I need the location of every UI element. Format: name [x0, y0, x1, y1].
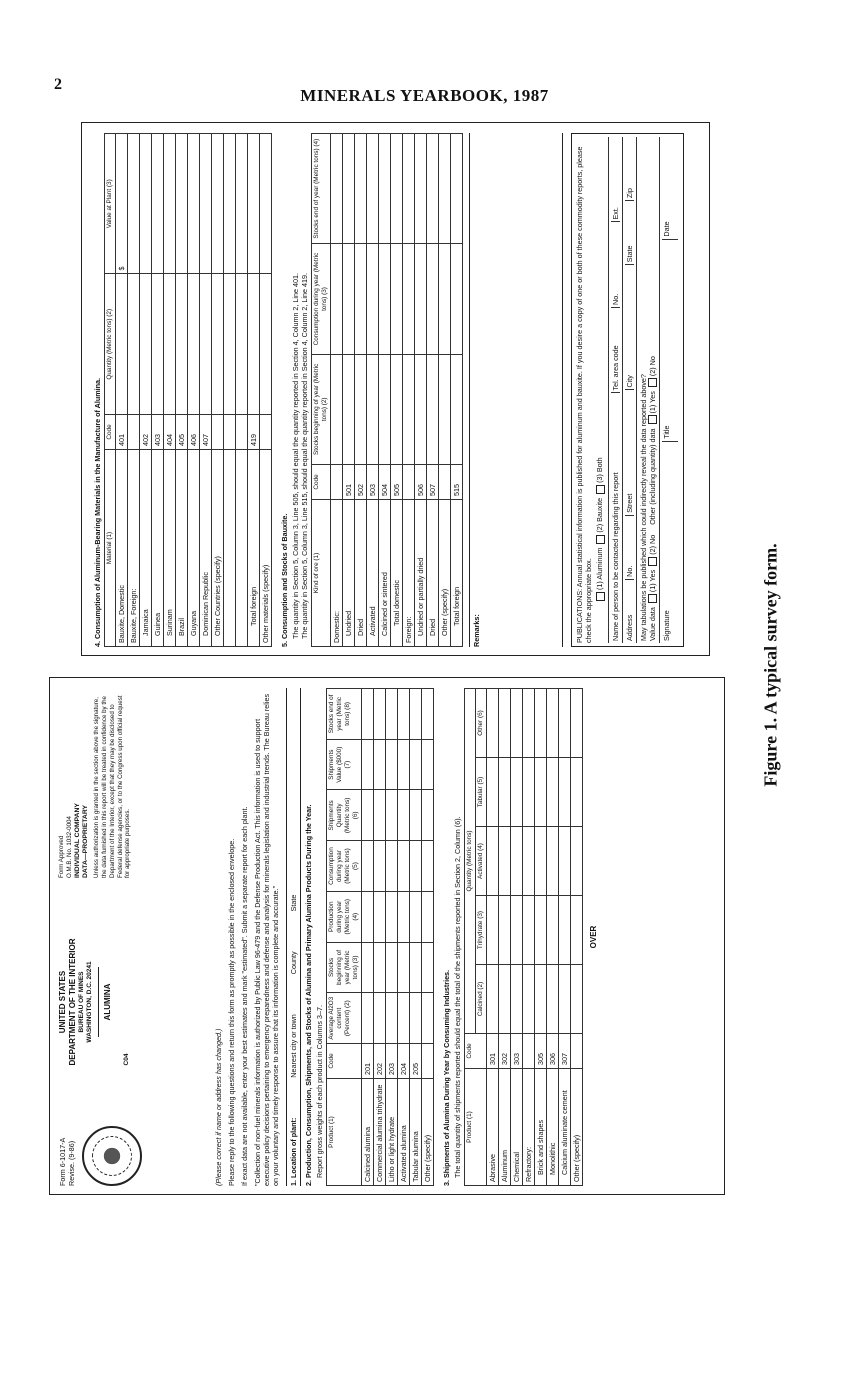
value-no-checkbox[interactable] — [648, 557, 657, 566]
city-address-field[interactable]: City — [625, 265, 634, 390]
section4-title: 4. Consumption of Aluminum-Bearing Materials in the Manufacture of Alumina. — [93, 377, 102, 647]
zip-field[interactable]: Zip — [625, 137, 634, 201]
quantity-yes-checkbox[interactable] — [648, 415, 657, 424]
table-row: Abrasive 301 — [487, 689, 499, 1186]
address-no-field[interactable]: No. — [625, 516, 634, 580]
section2-subtitle: Report gross weights of each product in Columns 3–7. — [315, 1005, 324, 1178]
address-row — [622, 137, 636, 643]
table-row: Chemical 303 — [511, 689, 523, 1186]
instruction-2: If exact data are not available, enter your best estimates and mark "estimated". Submit a separate report for each plant. — [240, 806, 249, 1186]
contact-name-field[interactable]: Name of person to be contacted regarding this report — [610, 472, 620, 641]
table-row: Activated 503 — [367, 134, 379, 647]
section3-subtitle: The total quantity of shipments reported should equal the total of the shipments reported in Section 2, Column (6). — [453, 816, 462, 1178]
commodity-title: ALUMINA — [103, 983, 113, 1021]
running-title: MINERALS YEARBOOK, 1987 — [300, 86, 549, 105]
table-row: Total domestic 505 — [391, 134, 403, 647]
section3-title: 3. Shipments of Alumina During Year by Consuming Industries. — [442, 969, 451, 1186]
aluminum-checkbox[interactable] — [596, 592, 605, 601]
table-row: Foreign: — [403, 134, 415, 647]
over-label: OVER — [589, 925, 598, 949]
title-field[interactable]: Title — [662, 240, 678, 442]
signature-field[interactable]: Signature — [662, 610, 672, 641]
street-field[interactable]: Street — [625, 391, 634, 516]
form-right-panel — [81, 122, 710, 656]
table-row: Guinea 403 — [152, 134, 164, 647]
city-field[interactable]: Nearest city or town — [289, 1014, 298, 1078]
publications-block: PUBLICATIONS: Annual statistical information is published for aluminum and bauxite. If you desire a copy of one or both of these commodity reports, please check the appropriate box. (1) Aluminum (2) Bauxite (3) Both Name of person to be contacted regarding this report Tel. area code No. Ext. Address No. Street City State Zip May tabulations be published which could indirectly reveal the data reported above? Value data (1) Yes (2) No Other (including quantity) data (1) Yes (2) No Signature Title Date — [571, 133, 684, 647]
table-row: Monolithic 306 — [547, 689, 559, 1186]
section2-table: Product (1) Code Average Al2O3 content (Percent) (2) Stocks beginning of year (Metric tons) (3) Production during year (Metric tons) (4) Consumption during year (Metric tons) (5) Shipments Quantity (Metric tons) (6) Shipments Value ($000) (7) Stocks end of year (Metric tons) (8) Calcined alumina 201 Commercial alumina trihydrate 202 Litho or light hydrate 203 Activated alumina 204 Tabular alumina 205 Other (specify) — [326, 688, 434, 1186]
instruction-1: Please reply to the following questions and return this form as promptly as possible in the enclosed envelope. — [227, 838, 236, 1186]
table-row: Guyana 406 — [188, 134, 200, 647]
table-row — [236, 134, 248, 647]
table-row: Brick and shapes 305 — [535, 689, 547, 1186]
table-row — [224, 134, 236, 647]
table-row: Other (specify) — [571, 689, 583, 1186]
table-row: Calcium aluminate cement 307 — [559, 689, 571, 1186]
date-field[interactable]: Date — [662, 137, 678, 240]
table-row: Undried or partially dried 506 — [415, 134, 427, 647]
tel-ext-field[interactable]: Ext. — [611, 137, 620, 223]
table-row: Calcined alumina 201 — [362, 689, 374, 1186]
signature-row — [659, 137, 680, 643]
address-note: (Please correct if name or address has changed.) — [214, 1028, 223, 1186]
remarks-area[interactable] — [469, 133, 563, 647]
confidentiality-notice: Unless authorization is granted in the section above the signature, the data furnished in this report will be treated in confidence by the Department of the Interior, except that they may be disclosed to Federal defense agencies, or to the Congress upon official request for appropriate purposes. — [93, 695, 132, 878]
value-yes-checkbox[interactable] — [648, 594, 657, 603]
tel-number-field[interactable]: No. — [611, 223, 620, 309]
department-seal-icon — [82, 1126, 142, 1186]
tabulation-row: May tabulations be published which could indirectly reveal the data reported above? Value data (1) Yes (2) No Other (including quantity) data (1) Yes (2) No — [636, 137, 660, 643]
table-row: Other (specify) — [422, 689, 434, 1186]
remarks-label: Remarks: — [472, 614, 481, 647]
instruction-3: "Collection of non-fuel minerals information is authorized by Public Law 96-479 and the Defense Production Act. This information is used to support executive policy decisions pertaining to emergency preparedness and defense and analysis for minerals legislation and industrial trends. The Bureau relies on your voluntary and timely response to assure that its information is complete and accurate." — [253, 693, 280, 1186]
publications-text: PUBLICATIONS: Annual statistical information is published for aluminum and bauxite. If you desire a copy of one or both of these commodity reports, please check the appropriate box. — [575, 146, 593, 643]
table-row: Dominican Republic 407 — [200, 134, 212, 647]
bauxite-checkbox[interactable] — [596, 535, 605, 544]
form-id: Form 6-1017-A — [58, 1137, 67, 1186]
table-row: Tabular alumina 205 — [410, 689, 422, 1186]
section5-table: Kind of ore (1) Code Stocks beginning of year (Metric tons) (2) Consumption during year (Metric tons) (3) Stocks end of year (Metric tons) (4) Domestic: Undried 501 Dried 502 Activated 503 Calcined or sintered 504 Total domestic 505 Foreign: Undried or partially dried 506 Dried 507 Other (specify) Total foreign 515 — [311, 133, 463, 647]
table-row: Aluminum 302 — [499, 689, 511, 1186]
table-row: Brazil 405 — [176, 134, 188, 647]
table-row: Litho or light hydrate 203 — [386, 689, 398, 1186]
table-row: Bauxite, Foreign: — [128, 134, 140, 647]
form-revision: Revise. (9-86) — [67, 1140, 76, 1186]
county-field[interactable]: County — [289, 951, 298, 975]
table-row: Surinam 404 — [164, 134, 176, 647]
table-row: Dried 502 — [355, 134, 367, 647]
table-row: Commercial alumina trihydrate 202 — [374, 689, 386, 1186]
tabulation-question: May tabulations be published which could indirectly reveal the data reported above? — [638, 374, 648, 641]
quantity-no-checkbox[interactable] — [648, 378, 657, 387]
table-row: Calcined or sintered 504 — [379, 134, 391, 647]
table-row: Other materials (specify) — [260, 134, 272, 647]
code-label: C04 — [123, 1053, 131, 1066]
table-row: Domestic: — [331, 134, 343, 647]
section5-note-1: The quantity in Section 5, Column 3, Line 505, should equal the quantity reported in Section 4, Column 2, Line 401. — [291, 272, 300, 639]
section4-table: Material (1) Code Quantity (Metric tons) (2) Value at Plant (3) Bauxite, Domestic 401 $ Bauxite, Foreign: Jamaica 402 Guinea 403 Surinam 404 Brazil 405 Guyana 406 Dominican Republic 407 Other Countries (specify) Total foreign 419 Other materials (specify) — [104, 133, 272, 647]
tel-area-code-field[interactable]: Tel. area code — [611, 308, 620, 394]
table-row: Refractory: — [523, 689, 535, 1186]
state-field[interactable]: State — [289, 894, 298, 912]
location-of-plant: 1. Location of plant: Nearest city or town County State — [286, 688, 301, 1186]
table-row: Activated alumina 204 — [398, 689, 410, 1186]
table-row: Undried 501 — [343, 134, 355, 647]
table-row: Other (specify) — [439, 134, 451, 647]
section5-note-2: The quantity in Section 5, Column 3, Line 515, should equal the quantity reported in Section 4, Column 2, Line 419. — [300, 272, 309, 639]
section2-title: 2. Production, Consumption, Shipments, and Stocks of Alumina and Primary Alumina Products During the Year. — [304, 804, 313, 1186]
table-row: Dried 507 — [427, 134, 439, 647]
section5-title: 5. Consumption and Stocks of Bauxite. — [280, 513, 289, 647]
approval-block: Form Approved O.M.B. No. 1032-0004 INDIVIDUAL COMPANY DATA—PROPRIETARY Unless authorization is granted in the section above the signature, the data furnished in this report will be treated in confidence by the Department of the Interior, except that they may be disclosed to Federal defense agencies, or to the Congress upon official request for appropriate purposes. — [58, 688, 132, 878]
table-row: Bauxite, Domestic 401 $ — [116, 134, 128, 647]
table-row: Total foreign 515 — [451, 134, 463, 647]
agency-title: UNITED STATES DEPARTMENT OF THE INTERIOR BUREAU OF MINES WASHINGTON, D.C. 20241 ALUMINA C04 — [58, 938, 131, 1066]
contact-row — [608, 137, 622, 643]
form-left-panel — [49, 677, 725, 1195]
page-number: 2 — [54, 76, 62, 93]
state-address-field[interactable]: State — [625, 201, 634, 265]
table-row: Total foreign 419 — [248, 134, 260, 647]
section3-table: Product (1) Code Quantity (Metric tons) Calcined (2) Trihydrate (3) Activated (4) Tabular (5) Other (6) Abrasive 301 Aluminum 302 Chemical 303 Refractory: Brick and shapes 305 Monolithic 306 Calcium aluminate cement 307 Other (specify) — [464, 688, 583, 1186]
form-left-header — [58, 688, 178, 1186]
address-field[interactable]: Address — [624, 614, 634, 641]
table-row: Jamaica 402 — [140, 134, 152, 647]
table-row: Other Countries (specify) — [212, 134, 224, 647]
both-checkbox[interactable] — [596, 485, 605, 494]
